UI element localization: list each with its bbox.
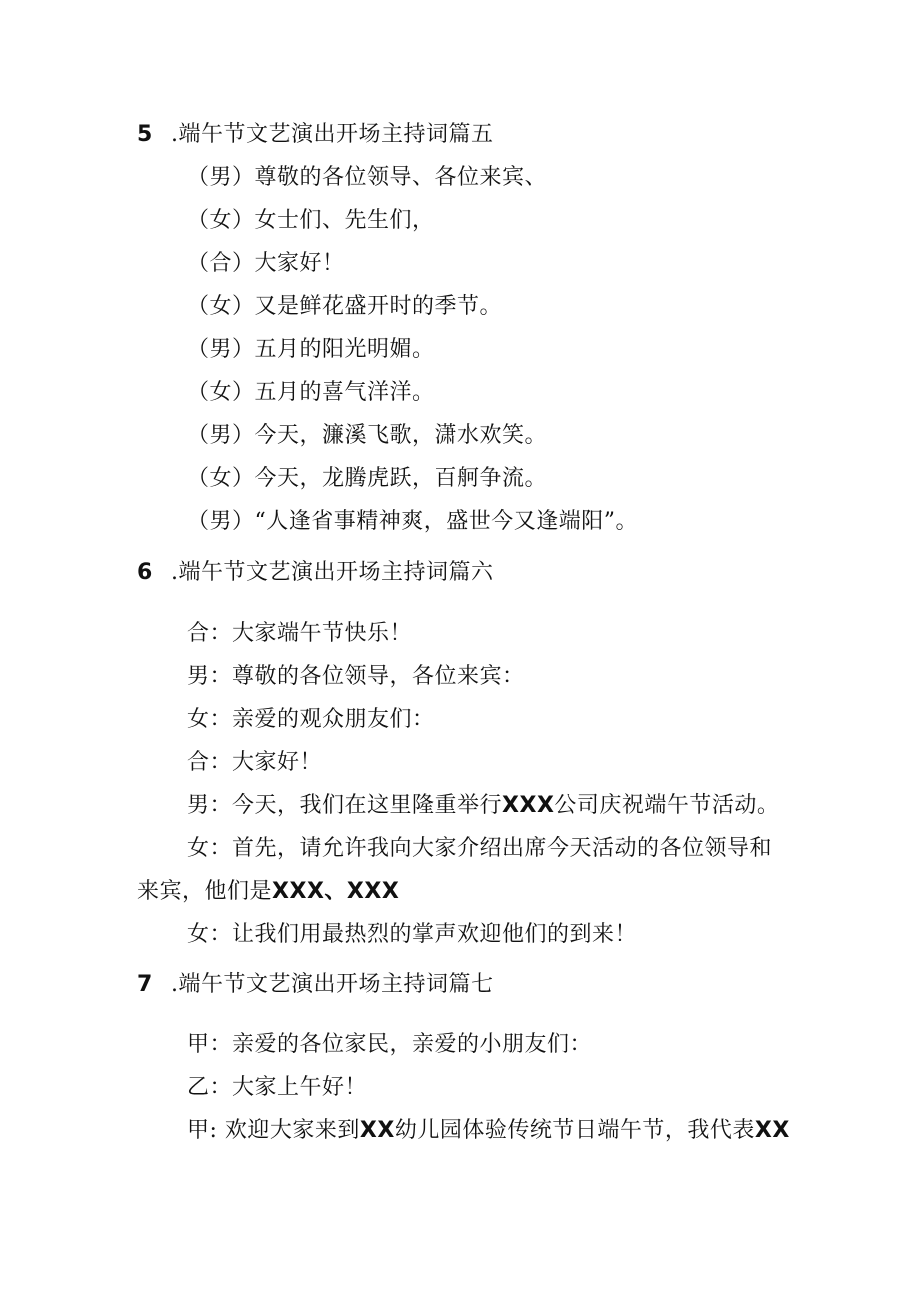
paragraph-line: （合）大家好！ bbox=[187, 251, 345, 276]
text-run: 来宾，他们是 bbox=[137, 879, 273, 904]
paragraph-line: 甲：亲爱的各位家民，亲爱的小朋友们： bbox=[187, 1032, 593, 1057]
paragraph-line: 女：亲爱的观众朋友们： bbox=[187, 707, 435, 732]
paragraph-line: 合：大家端午节快乐！ bbox=[187, 621, 413, 646]
paragraph-line: 女：让我们用最热烈的掌声欢迎他们的到来！ bbox=[187, 922, 638, 947]
section-number: 7 bbox=[137, 972, 153, 997]
paragraph-line: 男：尊敬的各位领导，各位来宾： bbox=[187, 664, 525, 689]
section-heading-5 bbox=[137, 120, 494, 150]
paragraph-line: （男）“人逢省事精神爽，盛世今又逢端阳”。 bbox=[187, 509, 638, 534]
paragraph-line: 女：首先，请允许我向大家介绍出席今天活动的各位领导和 bbox=[187, 836, 773, 861]
paragraph-line bbox=[187, 791, 779, 821]
section-title: .端午节文艺演出开场主持词篇七 bbox=[171, 972, 494, 997]
text-run: 公司庆祝端午节活动。 bbox=[554, 793, 780, 818]
section-title: .端午节文艺演出开场主持词篇六 bbox=[171, 560, 494, 585]
section-heading-7 bbox=[137, 970, 494, 1000]
paragraph-line: （女）又是鲜花盛开时的季节。 bbox=[187, 294, 503, 319]
paragraph-line bbox=[187, 1116, 790, 1146]
paragraph-line: （男）五月的阳光明媚。 bbox=[187, 337, 435, 362]
paragraph-line: （女）今天，龙腾虎跃，百舸争流。 bbox=[187, 466, 548, 491]
section-number: 6 bbox=[137, 560, 153, 585]
paragraph-line: （女）五月的喜气洋洋。 bbox=[187, 380, 435, 405]
paragraph-line: （男）尊敬的各位领导、各位来宾、 bbox=[187, 165, 548, 190]
placeholder-text: XX bbox=[359, 1118, 395, 1143]
paragraph-line: 乙：大家上午好！ bbox=[187, 1075, 368, 1100]
section-title: .端午节文艺演出开场主持词篇五 bbox=[171, 122, 494, 147]
section-heading-6 bbox=[137, 558, 494, 588]
placeholder-text: XXX、XXX bbox=[272, 879, 400, 904]
paragraph-line bbox=[137, 877, 399, 907]
placeholder-text: XX bbox=[754, 1118, 790, 1143]
paragraph-line: （男）今天，濂溪飞歌，潇水欢笑。 bbox=[187, 423, 548, 448]
text-run: 甲: 欢迎大家来到 bbox=[187, 1118, 360, 1143]
text-run: 男：今天，我们在这里隆重举行 bbox=[187, 793, 503, 818]
paragraph-line: 合：大家好！ bbox=[187, 750, 323, 775]
section-number: 5 bbox=[137, 122, 153, 147]
placeholder-text: XXX bbox=[502, 793, 555, 818]
paragraph-line: （女）女士们、先生们， bbox=[187, 208, 435, 233]
text-run: 幼儿园体验传统节日端午节，我代表 bbox=[394, 1118, 755, 1143]
